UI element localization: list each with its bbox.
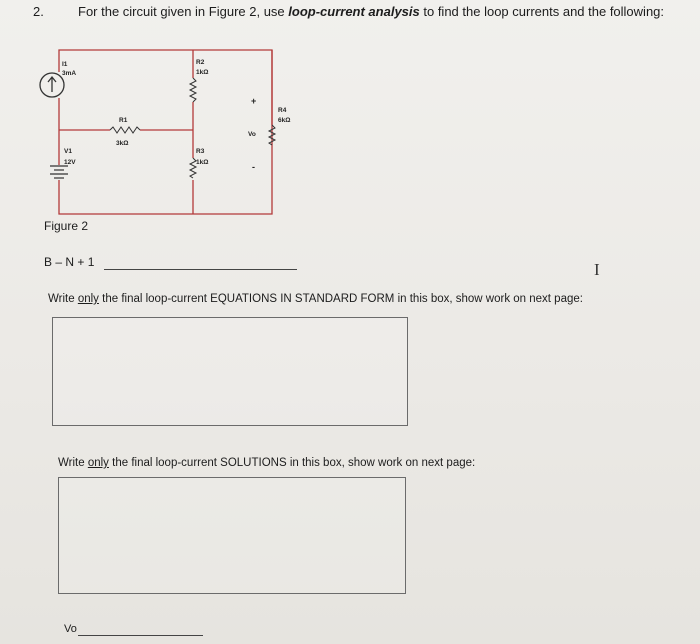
solutions-prompt-underlined: only — [87, 457, 109, 469]
r4-name-label: R4 — [278, 107, 287, 114]
resistor-r2 — [190, 78, 196, 102]
r1-name-label: R1 — [119, 117, 128, 124]
figure-caption: Figure 2 — [44, 219, 89, 233]
solutions-answer-box[interactable] — [58, 477, 406, 594]
v1-value-label: 12V — [64, 159, 76, 166]
question-emphasis: loop-current analysis — [288, 4, 420, 19]
question-text — [78, 4, 664, 19]
vo-label: Vo — [248, 131, 256, 138]
current-source-i1 — [40, 73, 64, 97]
solutions-prompt-start: Write — [58, 457, 88, 469]
circuit-diagram — [0, 40, 300, 220]
i1-name-label: I1 — [62, 61, 68, 68]
r3-value-label: 1kΩ — [196, 159, 209, 166]
r1-value-label: 3kΩ — [116, 140, 129, 147]
vo-minus-sign: - — [252, 162, 255, 172]
question-text-start: For the circuit given in Figure 2, use — [78, 4, 289, 19]
r4-value-label: 6kΩ — [278, 117, 291, 124]
b-n-plus-1-label: B – N + 1 — [44, 255, 95, 269]
i1-value-label: 3mA — [62, 70, 77, 77]
battery-v1 — [50, 166, 68, 178]
resistor-r1 — [110, 127, 140, 133]
question-number: 2. — [33, 4, 44, 19]
r2-value-label: 1kΩ — [196, 69, 209, 76]
text-cursor-icon: I — [594, 260, 600, 279]
equations-prompt-start: Write — [48, 293, 78, 305]
vo-answer-label: Vo — [64, 623, 77, 635]
equations-prompt-end: the final loop-current EQUATIONS IN STANDARD FORM in this box, show work on next page: — [98, 293, 583, 305]
r2-name-label: R2 — [196, 59, 205, 66]
r3-name-label: R3 — [196, 148, 205, 155]
vo-answer-line[interactable] — [78, 635, 203, 636]
b-n-plus-1-answer-line[interactable] — [104, 269, 297, 270]
solutions-prompt — [58, 457, 475, 469]
outer-loop-wire — [59, 50, 272, 214]
vo-plus-sign: + — [251, 96, 257, 106]
v1-name-label: V1 — [64, 148, 72, 155]
equations-answer-box[interactable] — [52, 317, 408, 426]
equations-prompt-underlined: only — [77, 293, 99, 305]
equations-prompt — [48, 293, 583, 305]
question-text-end: to find the loop currents and the following: — [419, 4, 665, 19]
solutions-prompt-end: the final loop-current SOLUTIONS in this box, show work on next page: — [108, 457, 476, 469]
